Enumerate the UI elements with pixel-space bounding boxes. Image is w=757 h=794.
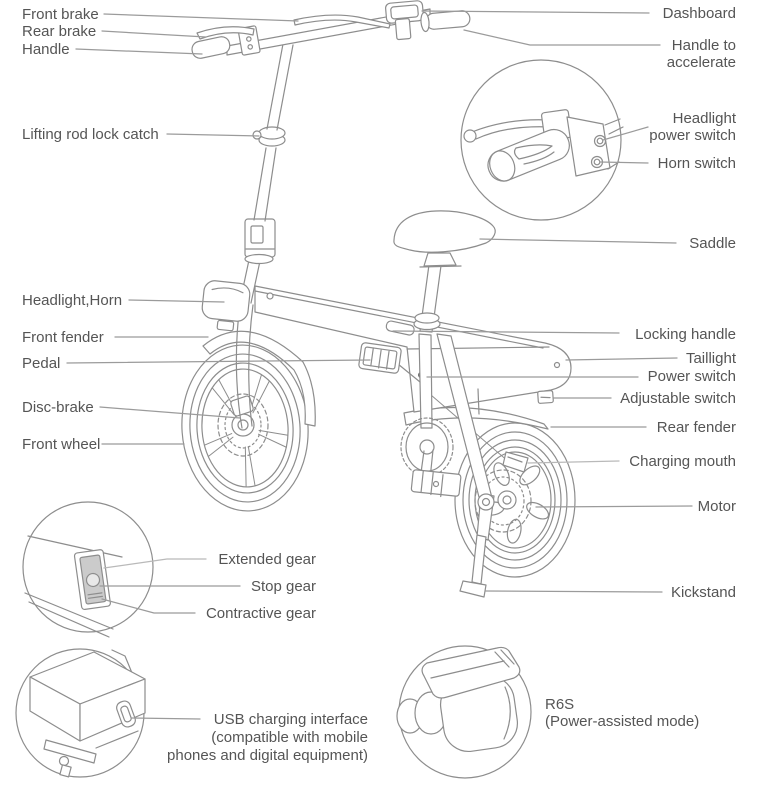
leader-rear-brake — [102, 31, 206, 37]
label-taillight: Taillight — [685, 350, 736, 367]
left-grip-drawing — [191, 35, 232, 60]
leader-disc-brake — [100, 407, 240, 418]
label-locking-handle: Locking handle — [635, 326, 736, 343]
label-headlight-power-switch: Headlight power switch — [649, 110, 736, 144]
leader-pedal — [67, 360, 370, 363]
label-kickstand: Kickstand — [670, 584, 736, 601]
leader-handle — [76, 49, 202, 54]
label-motor: Motor — [697, 498, 736, 515]
label-front-brake: Front brake — [22, 6, 99, 23]
label-rear-fender: Rear fender — [656, 419, 736, 436]
label-stop-gear: Stop gear — [250, 578, 316, 595]
usb-label-line1: USB charging interface — [213, 711, 368, 728]
leader-kickstand — [486, 591, 662, 592]
r6s-mode-line: (Power-assisted mode) — [545, 713, 700, 730]
label-disc-brake: Disc-brake — [22, 399, 94, 416]
headlight-power-switch-drawing — [595, 136, 606, 147]
leader-handle-accelerate — [464, 30, 660, 45]
label-power-switch: Power switch — [647, 368, 736, 385]
leader-motor — [536, 506, 692, 507]
leader-front-brake — [104, 14, 298, 21]
label-rear-brake: Rear brake — [22, 23, 97, 40]
label-adjustable-switch: Adjustable switch — [620, 390, 736, 407]
label-charging-mouth: Charging mouth — [629, 453, 736, 470]
handlebar-drawing — [191, 0, 471, 59]
headlight-drawing — [200, 280, 251, 333]
leader-taillight — [566, 358, 677, 360]
label-dashboard: Dashboard — [662, 5, 736, 22]
handlebar-switch-inset — [461, 60, 623, 220]
stem-drawing — [240, 44, 293, 303]
usb-battery-inset — [16, 649, 145, 777]
usb-label-line3: phones and digital equipment) — [167, 747, 368, 764]
label-front-wheel: Front wheel — [22, 436, 101, 453]
r6s-model-line: R6S — [545, 696, 575, 713]
r6s-sensor-inset — [397, 646, 531, 778]
label-pedal: Pedal — [22, 355, 61, 372]
label-usb-charging-interface — [167, 711, 368, 765]
leader-lifting-rod — [167, 134, 259, 136]
front-disc-brake-drawing — [218, 394, 268, 456]
label-horn-switch: Horn switch — [657, 155, 736, 172]
label-contractive-gear: Contractive gear — [205, 605, 316, 622]
label-saddle: Saddle — [689, 235, 736, 252]
label-extended-gear: Extended gear — [218, 551, 316, 568]
usb-label-line2: (compatible with mobile — [211, 729, 368, 746]
label-handle: Handle — [22, 41, 70, 58]
label-lifting-rod-lock-catch: Lifting rod lock catch — [22, 126, 159, 143]
adjustable-switch-drawing — [538, 390, 554, 403]
label-front-fender: Front fender — [22, 329, 104, 346]
label-r6s — [545, 696, 699, 730]
gear-switch-inset — [23, 502, 153, 637]
leader-saddle — [480, 239, 676, 243]
label-handle-to-accelerate: Handle to accelerate — [666, 37, 736, 71]
label-headlight-horn: Headlight,Horn — [22, 292, 123, 309]
right-pedal-drawing — [411, 470, 461, 499]
